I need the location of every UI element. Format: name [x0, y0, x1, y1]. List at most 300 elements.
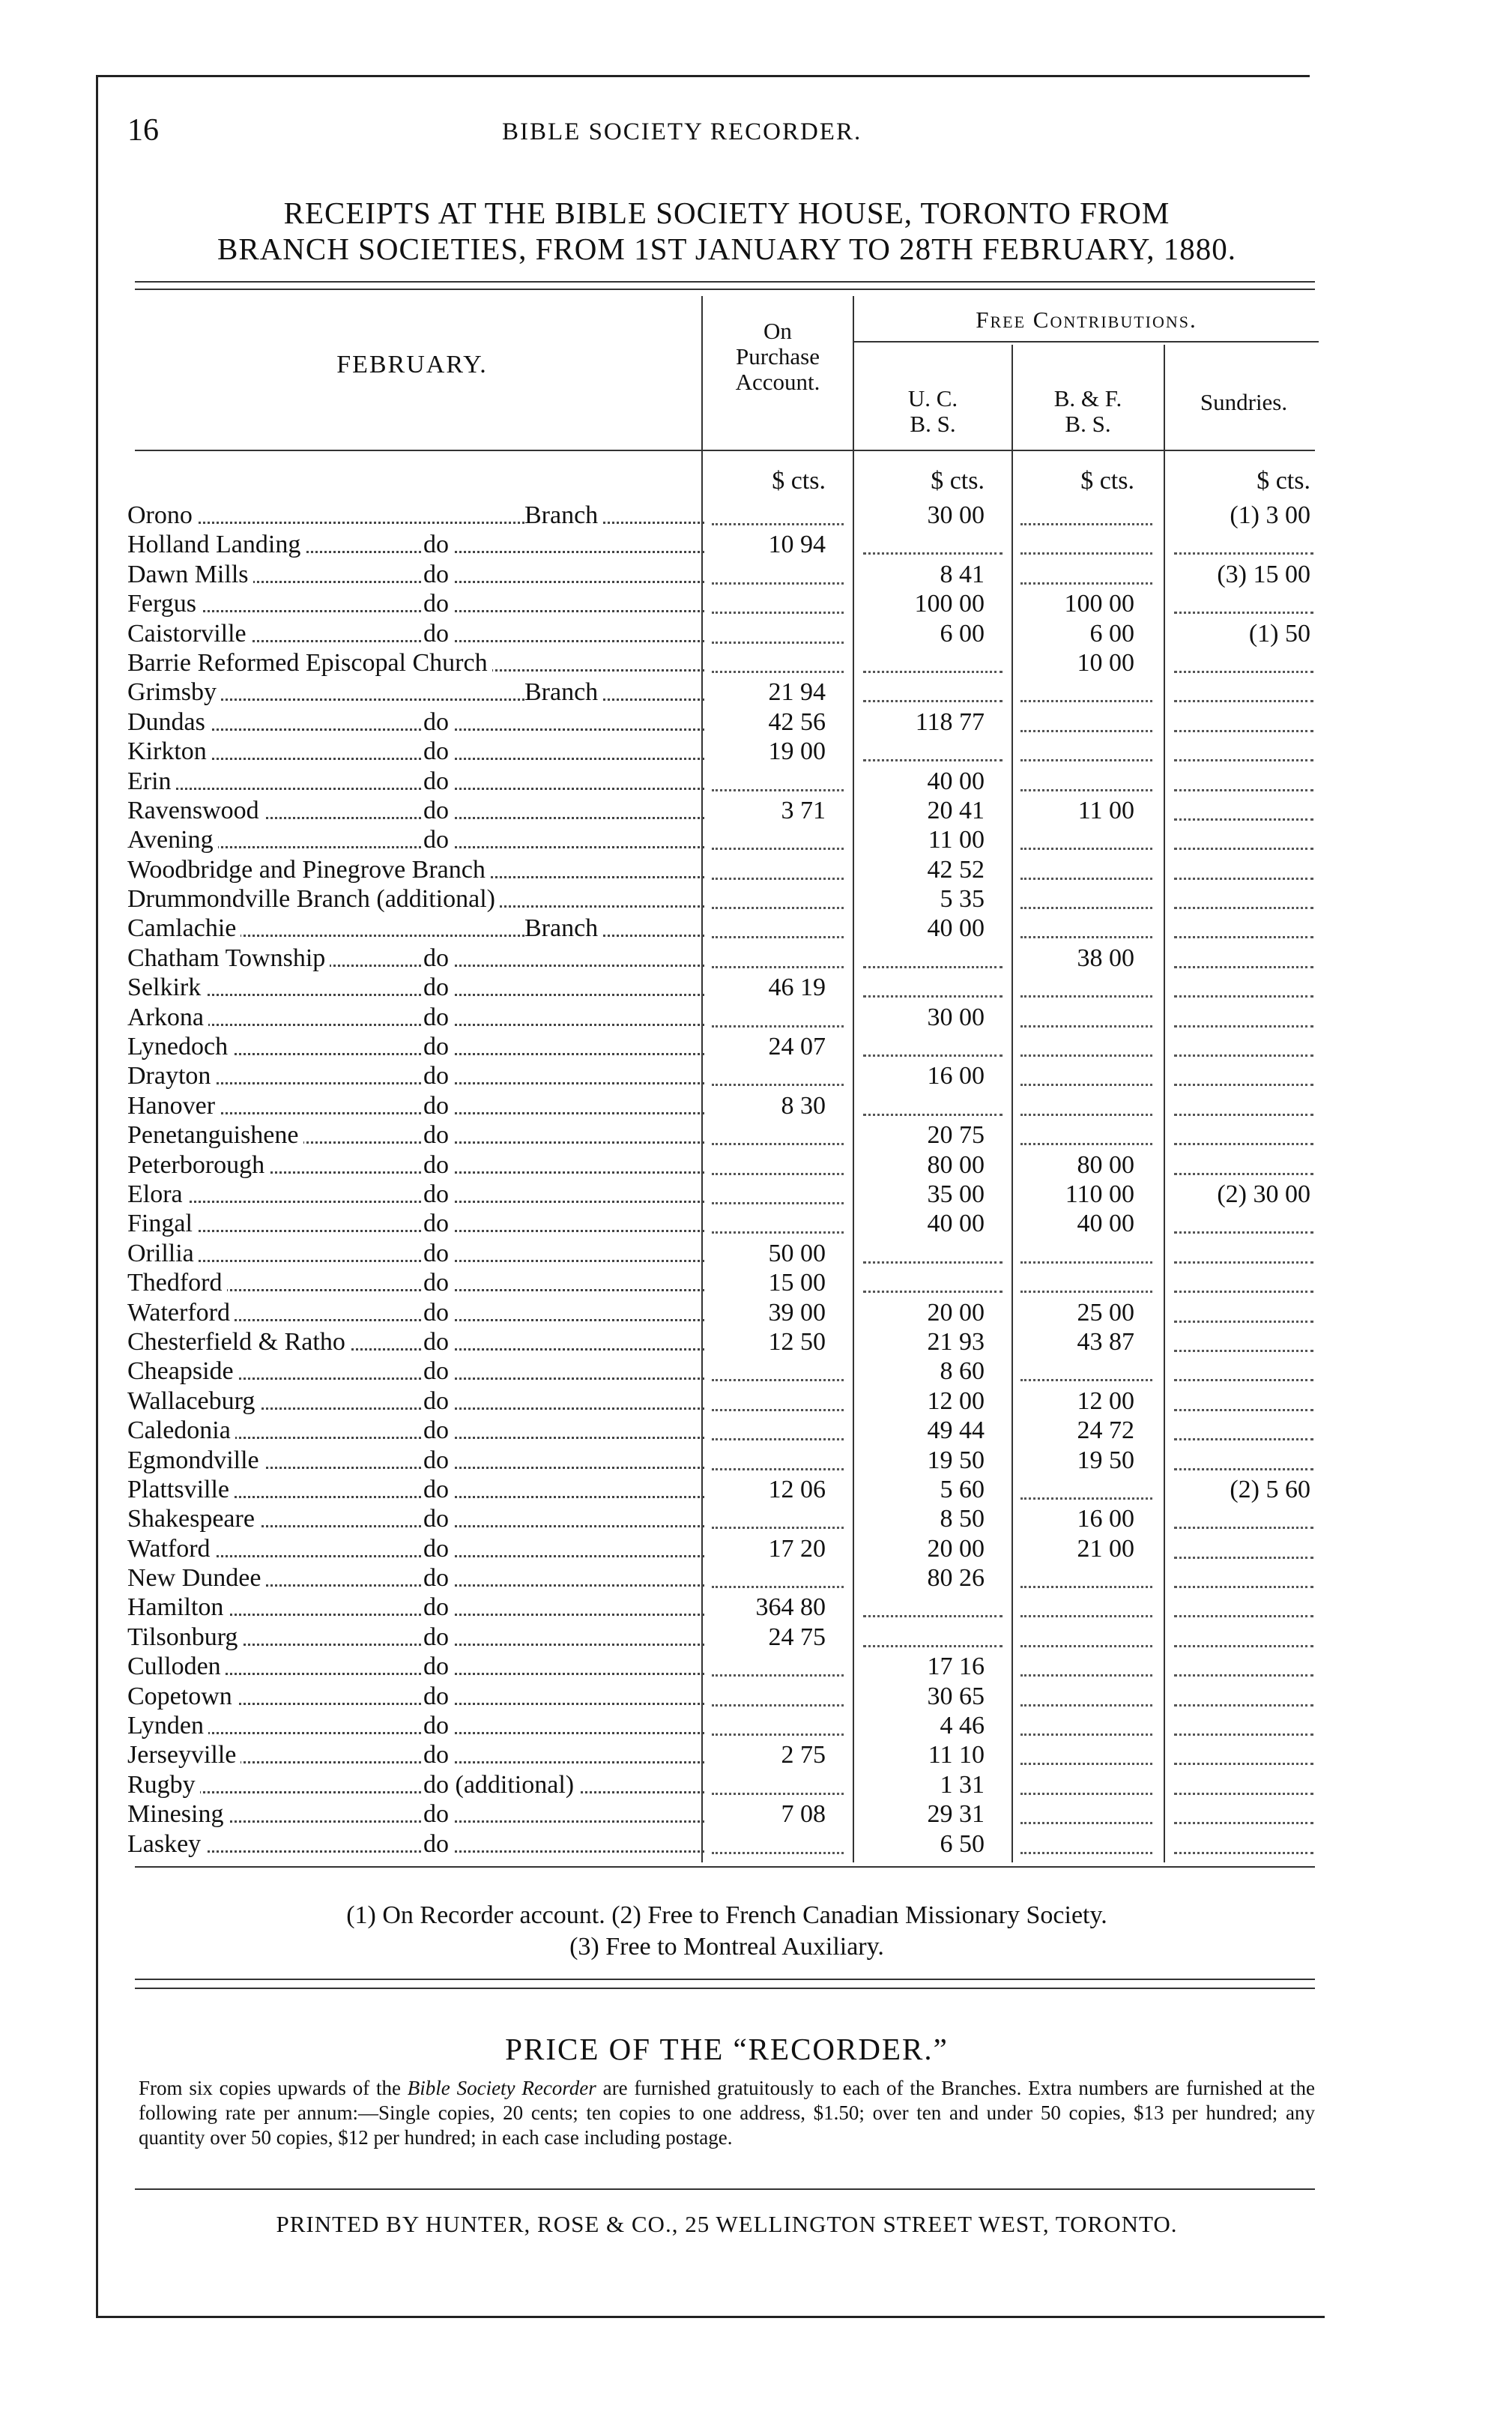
empty-cell-dots: [1174, 907, 1313, 909]
sundries-cell: [1165, 1799, 1322, 1829]
branch-name: Shakespeare: [127, 1505, 259, 1533]
empty-cell-dots: [863, 1645, 1003, 1647]
uc-bs-cell: 5 35: [940, 885, 985, 914]
footnote-line-1: (1) On Recorder account. (2) Free to French Canadian Missionary Society.: [346, 1901, 1107, 1929]
title-rule: [135, 281, 1315, 290]
branch-name-cell: [127, 884, 704, 914]
bf-bs-cell: [1011, 1829, 1161, 1859]
branch-kind: do: [423, 1682, 455, 1711]
empty-cell-dots: [712, 1084, 844, 1086]
empty-cell-dots: [712, 1409, 844, 1411]
empty-cell-dots: [863, 1291, 1003, 1293]
branch-name-cell: [127, 1770, 704, 1799]
price-section-title: PRICE OF THE “RECORDER.”: [505, 2032, 949, 2066]
purchase-cell: [703, 1150, 853, 1180]
empty-cell-dots: [1174, 966, 1313, 968]
bf-bs-cell: 16 00: [1077, 1505, 1134, 1533]
branch-name: Arkona: [127, 1004, 208, 1031]
uc-bs-cell: 20 41: [927, 796, 985, 824]
branch-name: Rugby: [127, 1771, 200, 1799]
sundries-cell: [1165, 1298, 1322, 1327]
purchase-cell: [703, 648, 853, 678]
branch-kind: do: [423, 1003, 455, 1032]
branch-name-cell: [127, 1711, 704, 1740]
empty-cell-dots: [712, 671, 844, 673]
empty-cell-dots: [1174, 1409, 1313, 1411]
purchase-cell: [703, 1652, 853, 1681]
branch-name-cell: [127, 1150, 704, 1180]
branch-name: Wallaceburg: [127, 1387, 259, 1415]
branch-name: Plattsville: [127, 1476, 234, 1503]
branch-name-cell: [127, 1327, 704, 1357]
branch-name-cell: [127, 707, 704, 737]
table-row: [127, 1357, 1326, 1386]
empty-cell-dots: [712, 1704, 844, 1707]
table-row: [127, 1120, 1326, 1150]
table-row: [127, 1416, 1326, 1445]
bf-bs-cell: [1011, 1120, 1161, 1150]
empty-cell-dots: [712, 1586, 844, 1588]
empty-cell-dots: [1020, 1763, 1152, 1765]
branch-name-cell: [127, 1829, 704, 1859]
branch-name-cell: [127, 678, 704, 707]
purchase-cell: [703, 1829, 853, 1859]
branch-kind: do: [423, 1239, 455, 1268]
empty-cell-dots: [1020, 730, 1152, 732]
table-row: [127, 501, 1326, 530]
empty-cell-dots: [712, 1852, 844, 1854]
table-row: [127, 619, 1326, 648]
units-row: [127, 466, 1326, 495]
bf-bs-cell: 25 00: [1077, 1298, 1134, 1327]
uc-bs-cell: 11 00: [928, 826, 985, 854]
purchase-cell: 42 56: [768, 707, 826, 736]
empty-cell-dots: [1174, 1586, 1313, 1588]
branch-name: Lynden: [127, 1712, 208, 1739]
branch-name-cell: [127, 1032, 704, 1061]
table-row: [127, 1740, 1326, 1769]
sundries-cell: [1165, 678, 1322, 707]
purchase-cell: [703, 1357, 853, 1386]
uc-bs-cell: 8 50: [940, 1505, 985, 1533]
empty-cell-dots: [1020, 582, 1152, 585]
empty-cell-dots: [1174, 1852, 1313, 1854]
uc-bs-cell: 35 00: [927, 1180, 985, 1208]
branch-kind: do: [423, 1711, 455, 1740]
sundries-cell: [1165, 1740, 1322, 1769]
table-row: [127, 707, 1326, 737]
empty-cell-dots: [1174, 730, 1313, 732]
sundries-cell: [1165, 1357, 1322, 1386]
sundries-cell: [1165, 589, 1322, 618]
branch-kind: do: [423, 530, 455, 559]
recorder-title-italic: Bible Society Recorder: [407, 2077, 596, 2099]
uc-bs-cell: 11 10: [928, 1741, 985, 1769]
empty-cell-dots: [712, 1379, 844, 1381]
purchase-header-line-1: On: [763, 318, 792, 344]
uc-header-line-2: B. S.: [910, 411, 956, 437]
branch-kind: do: [423, 1150, 455, 1180]
branch-name-cell: [127, 1446, 704, 1475]
sundries-cell: [1165, 855, 1322, 884]
bf-bs-cell: [1011, 1623, 1161, 1652]
branch-name: Hanover: [127, 1092, 220, 1120]
bf-bs-cell: [1011, 1091, 1161, 1120]
branch-name-cell: [127, 1209, 704, 1238]
branch-name-cell: [127, 1416, 704, 1445]
branch-kind: do: [423, 1327, 455, 1357]
branch-name-cell: [127, 825, 704, 854]
purchase-cell: 8 30: [781, 1091, 826, 1120]
branch-name: Barrie Reformed Episcopal Church: [127, 649, 492, 677]
empty-cell-dots: [1174, 1822, 1313, 1824]
empty-cell-dots: [712, 936, 844, 938]
sundries-cell: [1165, 1682, 1322, 1711]
table-row: [127, 1298, 1326, 1327]
sundries-cell: (3) 15 00: [1217, 560, 1310, 588]
branch-name-cell: [127, 1623, 704, 1652]
branch-name: Laskey: [127, 1830, 205, 1858]
purchase-cell: 3 71: [781, 796, 826, 824]
sundries-cell: [1165, 796, 1322, 825]
branch-name-cell: [127, 855, 704, 884]
bf-header-line-2: B. S.: [1065, 411, 1111, 437]
sundries-cell: [1165, 1534, 1322, 1563]
branch-name-cell: [127, 1239, 704, 1268]
branch-name: Grimsby: [127, 678, 221, 706]
branch-kind: do (additional): [423, 1770, 580, 1799]
branch-name: Caistorville: [127, 620, 251, 648]
branch-kind: do: [423, 1829, 455, 1859]
sundries-cell: [1165, 1091, 1322, 1120]
table-row: [127, 560, 1326, 589]
sundries-cell: [1165, 1268, 1322, 1297]
empty-cell-dots: [712, 1793, 844, 1795]
branch-kind: do: [423, 1357, 455, 1386]
empty-cell-dots: [1174, 818, 1313, 821]
empty-cell-dots: [1174, 789, 1313, 791]
table-row: [127, 796, 1326, 825]
empty-cell-dots: [712, 1674, 844, 1677]
purchase-cell: [703, 1711, 853, 1740]
title-line-2: BRANCH SOCIETIES, FROM 1ST JANUARY TO 28TH FEBRUARY, 1880.: [217, 232, 1236, 266]
sundries-cell: [1165, 1504, 1322, 1533]
empty-cell-dots: [1020, 1674, 1152, 1677]
uc-bs-cell: 30 00: [927, 1003, 985, 1031]
bf-bs-cell: [1011, 1003, 1161, 1032]
empty-cell-dots: [1174, 552, 1313, 555]
branch-name-cell: [127, 1180, 704, 1209]
branch-name: Dawn Mills: [127, 561, 253, 588]
uc-bs-cell: [854, 944, 1011, 973]
branch-name: New Dundee: [127, 1564, 265, 1592]
empty-cell-dots: [712, 612, 844, 614]
uc-bs-cell: 80 00: [927, 1150, 985, 1179]
table-row: [127, 1711, 1326, 1740]
bf-bs-cell: 12 00: [1077, 1386, 1134, 1415]
branch-kind: do: [423, 1799, 455, 1829]
sundries-cell: [1165, 1829, 1322, 1859]
empty-cell-dots: [1020, 1645, 1152, 1647]
branch-kind: do: [423, 1563, 455, 1593]
table-row: [127, 1446, 1326, 1475]
branch-name-cell: [127, 1504, 704, 1533]
sundries-cell: [1165, 944, 1322, 973]
branch-name: Kirkton: [127, 737, 211, 765]
uc-bs-cell: [854, 530, 1011, 559]
branch-kind: do: [423, 1209, 455, 1238]
uc-bs-cell: 6 50: [940, 1829, 985, 1858]
branch-kind: Branch: [524, 914, 601, 943]
sundries-cell: [1165, 767, 1322, 796]
branch-kind: Branch: [524, 678, 601, 707]
bf-bs-header: [1013, 386, 1163, 437]
purchase-cell: [703, 619, 853, 648]
price-text-rest: are furnished gratuitously to each of the Branches. Extra numbers are furnished at the following rate per annum:—Single copies, 20 cents; ten copies to one address, $1.50; over ten and under 50 copies, $13 per hundred; any quantity over 50 copies, $12 per hundred; in each case including postage.: [139, 2077, 1316, 2149]
purchase-cell: [703, 501, 853, 530]
table-row: [127, 973, 1326, 1002]
branch-kind: do: [423, 767, 455, 796]
sundries-cell: [1165, 1120, 1322, 1150]
dot-leader: [127, 1230, 704, 1232]
empty-cell-dots: [712, 789, 844, 791]
empty-cell-dots: [712, 1468, 844, 1470]
table-row: [127, 944, 1326, 973]
sundries-cell: [1165, 1032, 1322, 1061]
empty-cell-dots: [1174, 1025, 1313, 1028]
purchase-cell: 364 80: [755, 1593, 826, 1622]
empty-cell-dots: [712, 1202, 844, 1204]
purchase-cell: 46 19: [768, 974, 826, 1002]
purchase-cell: 12 06: [768, 1475, 826, 1503]
table-row: [127, 767, 1326, 796]
sundries-cell: (2) 30 00: [1217, 1180, 1310, 1208]
sundries-cell: [1165, 1239, 1322, 1268]
sundries-cell: [1165, 1209, 1322, 1238]
empty-cell-dots: [1020, 1291, 1152, 1293]
branch-name: Thedford: [127, 1269, 227, 1297]
branch-kind: do: [423, 1623, 455, 1652]
page-number: 16: [127, 113, 159, 148]
purchase-cell: [703, 884, 853, 914]
bf-bs-cell: [1011, 1652, 1161, 1681]
empty-cell-dots: [1020, 1852, 1152, 1854]
sundries-cell: [1165, 530, 1322, 559]
purchase-cell: 24 75: [768, 1623, 826, 1651]
branch-name: Drayton: [127, 1062, 215, 1090]
dot-leader: [127, 994, 704, 996]
branch-kind: do: [423, 1446, 455, 1475]
purchase-cell: 24 07: [768, 1033, 826, 1061]
uc-bs-cell: 21 93: [927, 1327, 985, 1356]
table-row: [127, 1534, 1326, 1563]
bf-bs-cell: 10 00: [1077, 648, 1134, 677]
empty-cell-dots: [712, 1025, 844, 1028]
table-row: [127, 1091, 1326, 1120]
uc-bs-cell: 20 75: [927, 1121, 985, 1150]
uc-bs-cell: 29 31: [927, 1800, 985, 1829]
branch-name: Chesterfield & Ratho: [127, 1328, 350, 1356]
uc-bs-cell: 12 00: [927, 1386, 985, 1415]
branch-name: Woodbridge and Pinegrove Branch: [127, 856, 490, 884]
bf-bs-cell: 40 00: [1077, 1210, 1134, 1238]
empty-cell-dots: [1174, 1231, 1313, 1234]
table-row: [127, 1593, 1326, 1622]
bf-bs-cell: [1011, 560, 1161, 589]
sundries-cell: (2) 5 60: [1230, 1475, 1310, 1503]
sundries-cell: [1165, 1593, 1322, 1622]
dot-leader: [127, 1791, 704, 1793]
table-row: [127, 825, 1326, 854]
sundries-cell: [1165, 707, 1322, 737]
sundries-cell: [1165, 1003, 1322, 1032]
table-row: [127, 1209, 1326, 1238]
branch-name-cell: [127, 1268, 704, 1297]
bf-bs-cell: [1011, 825, 1161, 854]
table-bottom-rule: [135, 1866, 1315, 1868]
uc-bs-cell: 6 00: [940, 619, 985, 648]
branch-name-cell: [127, 1061, 704, 1090]
empty-cell-dots: [1174, 700, 1313, 702]
bf-bs-cell: [1011, 1799, 1161, 1829]
uc-bs-cell: 16 00: [927, 1062, 985, 1090]
empty-cell-dots: [712, 1143, 844, 1145]
table-row: [127, 678, 1326, 707]
table-row: [127, 737, 1326, 766]
branch-name-cell: [127, 560, 704, 589]
uc-bs-cell: 30 65: [927, 1682, 985, 1710]
bf-bs-cell: 80 00: [1077, 1150, 1134, 1179]
branch-name: Fingal: [127, 1210, 197, 1237]
branch-name-cell: [127, 648, 704, 678]
purchase-cell: [703, 825, 853, 854]
page-frame-left-rule: [96, 75, 98, 2316]
purchase-cell: [703, 1446, 853, 1475]
branch-name-cell: [127, 1357, 704, 1386]
branch-name: Fergus: [127, 590, 201, 618]
bf-bs-cell: 6 00: [1089, 619, 1134, 648]
table-row: [127, 1386, 1326, 1416]
empty-cell-dots: [863, 1261, 1003, 1264]
purchase-cell: 50 00: [768, 1239, 826, 1267]
uc-unit: $ cts.: [931, 467, 985, 495]
uc-bs-cell: 8 41: [940, 560, 985, 588]
empty-cell-dots: [1174, 1674, 1313, 1677]
bf-bs-cell: [1011, 884, 1161, 914]
purchase-header-line-3: Account.: [735, 369, 820, 395]
branch-kind: do: [423, 589, 455, 618]
branch-name: Waterford: [127, 1299, 235, 1327]
sundries-cell: [1165, 1770, 1322, 1799]
uc-bs-cell: 42 52: [927, 855, 985, 884]
month-header: FEBRUARY.: [336, 351, 488, 378]
purchase-cell: [703, 1003, 853, 1032]
sundries-cell: [1165, 1386, 1322, 1416]
bf-bs-cell: [1011, 1770, 1161, 1799]
purchase-cell: [703, 1180, 853, 1209]
branch-name-cell: [127, 1593, 704, 1622]
sundries-cell: [1165, 1150, 1322, 1180]
sundries-cell: [1165, 1416, 1322, 1445]
sundries-cell: [1165, 973, 1322, 1002]
branch-kind: do: [423, 973, 455, 1002]
empty-cell-dots: [1174, 1733, 1313, 1736]
branch-name-cell: [127, 796, 704, 825]
branch-name-cell: [127, 1091, 704, 1120]
uc-bs-cell: [854, 973, 1011, 1002]
branch-name: Orillia: [127, 1240, 199, 1267]
branch-name-cell: [127, 1740, 704, 1769]
empty-cell-dots: [1174, 1291, 1313, 1293]
table-row: [127, 589, 1326, 618]
bf-bs-cell: [1011, 501, 1161, 530]
branch-kind: do: [423, 1475, 455, 1504]
branch-name: Chatham Township: [127, 944, 330, 972]
empty-cell-dots: [1020, 1822, 1152, 1824]
empty-cell-dots: [712, 878, 844, 880]
purchase-cell: 21 94: [768, 678, 826, 707]
uc-bs-cell: 19 50: [927, 1446, 985, 1474]
empty-cell-dots: [1020, 1497, 1152, 1500]
empty-cell-dots: [1020, 1261, 1152, 1264]
price-text-start: From six copies upwards of the: [139, 2077, 408, 2099]
footnote-line-2: (3) Free to Montreal Auxiliary.: [569, 1933, 884, 1961]
bf-bs-cell: 19 50: [1077, 1446, 1134, 1474]
branch-name-cell: [127, 1003, 704, 1032]
branch-kind: do: [423, 825, 455, 854]
purchase-cell: 15 00: [768, 1269, 826, 1297]
branch-kind: do: [423, 1180, 455, 1209]
table-row: [127, 1563, 1326, 1593]
empty-cell-dots: [1020, 1054, 1152, 1057]
empty-cell-dots: [1020, 907, 1152, 909]
sundries-cell: [1165, 1061, 1322, 1090]
bf-bs-cell: [1011, 1563, 1161, 1593]
empty-cell-dots: [1020, 1143, 1152, 1145]
bf-bs-cell: 24 72: [1077, 1416, 1134, 1445]
title-line-1: RECEIPTS AT THE BIBLE SOCIETY HOUSE, TORONTO FROM: [283, 196, 1170, 230]
empty-cell-dots: [712, 907, 844, 909]
purchase-cell: [703, 767, 853, 796]
empty-cell-dots: [1020, 1084, 1152, 1086]
table-row: [127, 1504, 1326, 1533]
sundries-cell: [1165, 1446, 1322, 1475]
uc-bs-cell: 40 00: [927, 1210, 985, 1238]
empty-cell-dots: [1174, 1054, 1313, 1057]
branch-name: Penetanguishene: [127, 1121, 303, 1149]
branch-name-cell: [127, 1386, 704, 1416]
empty-cell-dots: [1174, 1615, 1313, 1617]
uc-bs-cell: [854, 1623, 1011, 1652]
sundries-header: Sundries.: [1200, 389, 1288, 415]
bf-bs-cell: 21 00: [1077, 1534, 1134, 1563]
bf-bs-cell: [1011, 973, 1161, 1002]
table-row: [127, 1829, 1326, 1859]
table-row: [127, 1327, 1326, 1357]
empty-cell-dots: [1174, 1645, 1313, 1647]
bf-bs-cell: [1011, 1593, 1161, 1622]
sundries-unit: $ cts.: [1257, 467, 1310, 495]
branch-name: Caledonia: [127, 1416, 235, 1444]
sundries-cell: [1165, 648, 1322, 678]
empty-cell-dots: [1174, 995, 1313, 998]
table-row: [127, 648, 1326, 678]
branch-name-cell: [127, 1652, 704, 1681]
running-title: BIBLE SOCIETY RECORDER.: [502, 118, 862, 145]
branch-kind: do: [423, 1061, 455, 1090]
branch-kind: do: [423, 1298, 455, 1327]
empty-cell-dots: [1020, 1615, 1152, 1617]
